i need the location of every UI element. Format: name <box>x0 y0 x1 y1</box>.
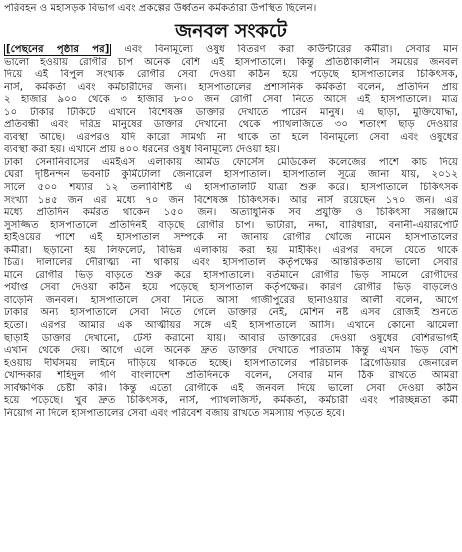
article-body <box>4 44 458 420</box>
body-line: এখান থেকে দেয়। আগে এলে অনেক দ্রুত ডাক্তার দেখাতে পারতাম কিন্তু এখন ভিড় বেশি <box>4 345 458 357</box>
body-line: ১০ টাকার টিকিটে এখানে বিশেষজ্ঞ ডাক্তার দেখাতে পারেন মানুষ। এ ছাড়া, মুক্তিযোদ্ধা, <box>4 106 458 118</box>
body-line: ছাড়াই ডাক্তার দেখানো, টেস্ট করানো যায়। আবার ডাক্তারের দেওয়া ওষুধের বেশিরভাগই <box>4 332 458 344</box>
body-line: ভালো হওয়ায় রোগীর চাপ অনেক বেশি এই হাসপাতালে। কিন্তু প্রতিষ্ঠাকালীন সময়ের জনবল <box>4 56 458 68</box>
body-line: মানে রোগীর ভিড় বাড়তে শুরু করে হাসপাতালে। বর্তমানে রোগীর ভিড় সামলে রোগীদের <box>4 269 458 281</box>
body-line: দিয়ে এই বিপুল সংখ্যক রোগীর সেবা দেওয়া কঠিন হয়ে পড়েছে হাসপাতালের চিকিৎসক, <box>4 69 458 81</box>
body-line: হাইওয়ের পাশে এই হাসপাতাল সম্পর্কে না জানায় রোগীর খোঁজে নামেন হাসপাতালের <box>4 232 458 244</box>
body-line: পর্যাপ্ত সেবা দেওয়া কঠিন হয়ে পড়েছে হাসপাতাল কর্তৃপক্ষের। কারণ রোগীর ভিড় বাড়লেও <box>4 282 458 294</box>
body-line: নিয়োগ না দিলে হাসপাতালের সেবা এবং পরিবেশ বজায় রাখতে সমস্যায় পড়তে হবে। <box>4 407 346 419</box>
body-line: সুসজ্জিত হাসপাতালে প্রতিদিনই বাড়ছে রোগীর চাপ। ভাটারা, নদ্দা, বারিধারা, বনানী-এয়ারপোর্ট <box>4 219 458 231</box>
body-line: ঢাকা সেনানিবাসের এমইএস এলাকায় আর্মড ফোর্সেস মেডিকেল কলেজের পাশে কাচ দিয়ে <box>4 156 458 168</box>
body-line: মধ্যে প্রতিদিন কর্মরত থাকেন ১৫০ জন। অত্যাধুনিক সব প্রযুক্তি ও চিকিৎসা সরঞ্জামে <box>4 207 458 219</box>
body-line: নার্স, কর্মকর্তা এবং কর্মচারীদের জন্য। হাসপাতালের প্রশাসনিক কর্মকর্তা বলেন, প্রতিদিন প্রায় <box>4 81 458 93</box>
body-line: সার্বক্ষণিক চেষ্টা করি। কিন্তু এতো রোগীকে এই জনবল দিয়ে ভালো সেবা দেওয়া কঠিন <box>4 382 458 394</box>
body-line: হতো। এরপর আমার এক আত্মীয়র সঙ্গে এই হাসপাতালে আসি। এখানে কোনো ঝামেলা <box>4 320 458 332</box>
body-line-text: এবং বিনামূল্যে ওষুধ বিতরণ করা কাউন্টারের কর্মীরা। সেবার মান <box>111 44 458 55</box>
body-line: খোন্দকার শহিদুল গণি বাংলাদেশ প্রতিদিনকে বলেন, সেবার মান ঠিক রাখতে আমরা <box>4 370 458 382</box>
body-line: ২ হাজার ৯০০ থেকে ৩ হাজার ৮০০ জন রোগী সেবা নিতে আসে এই হাসপাতালে। মাত্র <box>4 94 458 106</box>
article-headline: জনবল সংকটে <box>175 20 287 42</box>
body-line: হয়ে পড়েছে। খুব দ্রুত চিকিৎসক, নার্স, প্যাথলজিস্ট, কর্মকর্তা, কর্মচারী এবং পরিচ্ছন্নতা কর্মী <box>4 395 458 407</box>
body-line: ঢাকার অন্য হাসপাতালে সেবা নিতে গেলে ডাক্তার নেই, মেশিন নষ্ট এসব রোজই শুনতে <box>4 307 458 319</box>
previous-article-last-line: পরিবহন ও মহাসড়ক বিভাগ এবং প্রকল্পের উর্ধ্বতন কর্মকর্তারা উপস্থিত ছিলেন। <box>4 3 317 14</box>
body-line: ব্যবস্থা করা হয়। এখানে প্রায় ৪০০ ধরনের ওষুধ বিনামূল্যে দেওয়া হয়। <box>4 144 280 156</box>
body-line: হওয়ায় দীর্ঘসময় লাইনে দাঁড়িয়ে থাকতে হচ্ছে। হাসপাতালের পরিচালক ব্রিগেডিয়ার জেনারেল <box>4 357 458 369</box>
body-line: কর্মীরা। ছড়ানো হয় লিফলেট, বিভিন্ন এলাকায় করা হয় মাইকিং। এরপর বদলে যেতে থাকে <box>4 244 458 256</box>
continued-from-previous-page-label: [পেছনের পৃষ্ঠার পর] <box>6 44 110 55</box>
body-line: সংখ্যা ১৪৫ জন এর মধ্যে ৭০ জন বিশেষজ্ঞ চিকিৎসক। আর নার্স রয়েছেন ১৭০ জন। এর <box>4 194 458 206</box>
body-line: সালে ৫০০ শয্যার ১২ তলাবিশিষ্ট এ হাসপাতালটি যাত্রা শুরু করে। হাসপাতালে চিকিৎসক <box>4 182 458 194</box>
body-line: প্রতিবন্ধী এবং দরিদ্র মানুষের ডাক্তার দেখানো থেকে প্যাথলজিতে ৩০ শতাংশ ছাড় দেওয়ার <box>4 119 458 131</box>
body-line: ঘেরা দৃষ্টিনন্দন ভবনটি কুর্মিটোলা জেনারেল হাসপাতাল। হাসপাতাল সূত্রে জানা যায়, ২০১২ <box>4 169 458 181</box>
newspaper-page <box>0 3 462 552</box>
body-line: বাড়েনি জনবল। হাসপাতালে সেবা নিতে আসা গাজীপুরের ছানাওয়ার আলী বলেন, আগে <box>4 294 458 306</box>
body-line <box>4 44 458 57</box>
body-line: ব্যবস্থা আছে। এরপরও যদি কারো সামর্থ্য না থাকে তা হলে বিনামূল্যে সেবা এবং ওষুধের <box>4 131 458 143</box>
body-line: চিত্র। দালালের দৌরাত্ম্য না থাকায় এবং হাসপাতাল কর্তৃপক্ষের আন্তরিকতায় ভালো সেবার <box>4 257 458 269</box>
